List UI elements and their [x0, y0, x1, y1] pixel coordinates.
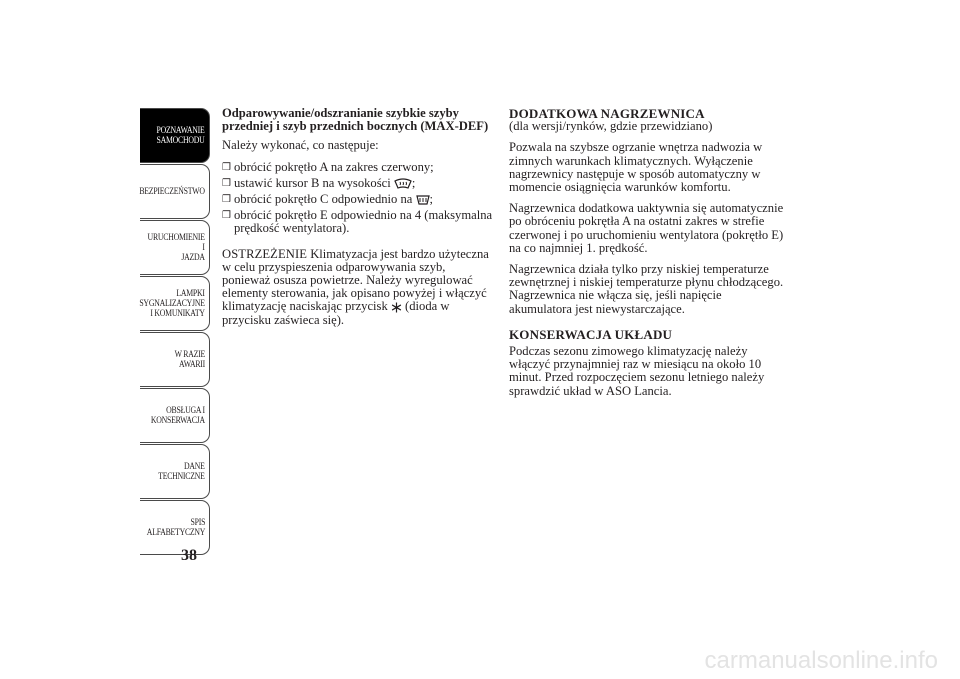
tab-label: DANE TECHNICZNE [158, 461, 205, 482]
warning-paragraph: OSTRZEŻENIE Klimatyzacja jest bardzo użyteczna w celu przyspieszenia odparowywania szyb, ponieważ osusza powietrze. Należy wyregulować elementy sterowania, jak opisano powyżej i włączyć klimatyzację naciskając przycisk (dioda w przycisku zaświeca się). [222, 246, 489, 327]
checkbox-bullet-icon: ❒ [222, 194, 231, 206]
tab-label: POZNAWANIE SAMOCHODU [157, 125, 205, 146]
warning-label: OSTRZEŻENIE [222, 246, 308, 261]
ac-snowflake-icon [391, 302, 402, 313]
tab-label: OBSŁUGA I KONSERWACJA [150, 405, 205, 426]
checkbox-bullet-icon: ❒ [222, 177, 231, 189]
step-item: ❒ obrócić pokrętło C odpowiednio na ; [222, 192, 434, 207]
maintenance-paragraph: Podczas sezonu zimowego klimatyzację należy włączyć przynajmniej raz w miesiącu na około 10 minut. Przed rozpoczęciem sezonu letniego należy sprawdzić układ w ASO Lancia. [509, 344, 765, 398]
heater-paragraph: Nagrzewnica działa tylko przy niskiej temperaturze zewnętrznej i niskiej temperaturze płynu chłodzącego. Nagrzewnica nie włącza się, jeśli napięcie akumulatora jest niewystarczające. [509, 262, 784, 316]
checkbox-bullet-icon: ❒ [222, 210, 231, 222]
tab-label: LAMPKI SYGNALIZACYJNE I KOMUNIKATY [139, 288, 205, 319]
maintenance-title: KONSERWACJA UKŁADU [509, 326, 673, 342]
windscreen-defrost-icon [394, 178, 412, 190]
heater-paragraph: Pozwala na szybsze ogrzanie wnętrza nadwozia w zimnych warunkach klimatycznych. Wyłączenie nagrzewnicy następuje w sposób automatyczny w momencie osiągnięcia warunków komfortu. [509, 140, 763, 195]
tab-lampki-sygnalizacyjne[interactable] [140, 276, 210, 331]
tab-label: W RAZIE AWARII [174, 349, 205, 370]
tab-label: BEZPIECZEŃSTWO [139, 186, 205, 197]
page-number: 38 [181, 547, 197, 564]
step-item: ❒ obrócić pokrętło E odpowiednio na 4 (maksymalna prędkość wentylatora). [222, 208, 493, 236]
max-def-heading: Odparowywanie/odszranianie szybkie szyby przedniej i szyb przednich bocznych (MAX-DEF) [222, 106, 489, 134]
step-item: ❒ obrócić pokrętło A na zakres czerwony; [222, 159, 434, 174]
tab-w-razie-awarii[interactable] [140, 332, 210, 387]
tab-bezpieczenstwo[interactable] [140, 164, 210, 219]
defrost-airflow-icon [416, 194, 430, 206]
checkbox-bullet-icon: ❒ [222, 161, 231, 173]
steps-intro: Należy wykonać, co następuje: [222, 138, 379, 153]
tab-label: URUCHOMIENIE I JAZDA [147, 232, 205, 263]
heater-title: DODATKOWA NAGRZEWNICA [509, 106, 705, 121]
tab-label: SPIS ALFABETYCZNY [146, 517, 205, 538]
left-column [222, 107, 494, 335]
right-column [509, 107, 785, 406]
heater-subtitle: (dla wersji/rynków, gdzie przewidziano) [509, 119, 713, 134]
tab-poznawanie-samochodu[interactable] [140, 108, 210, 163]
tab-uruchomienie-i-jazda[interactable] [140, 220, 210, 275]
tab-obsluga-i-konserwacja[interactable] [140, 388, 210, 443]
watermark: carmanualsonline.info [704, 647, 938, 674]
tab-dane-techniczne[interactable] [140, 444, 210, 499]
steps-list [222, 161, 494, 236]
step-item: ❒ ustawić kursor B na wysokości ; [222, 175, 416, 190]
heater-paragraph: Nagrzewnica dodatkowa uaktywnia się automatycznie po obróceniu pokrętła A na ostatni zakres w strefie czerwonej i po uruchomieniu wentylatora (pokrętło E) na co najmniej 1. prędkość. [509, 201, 784, 255]
